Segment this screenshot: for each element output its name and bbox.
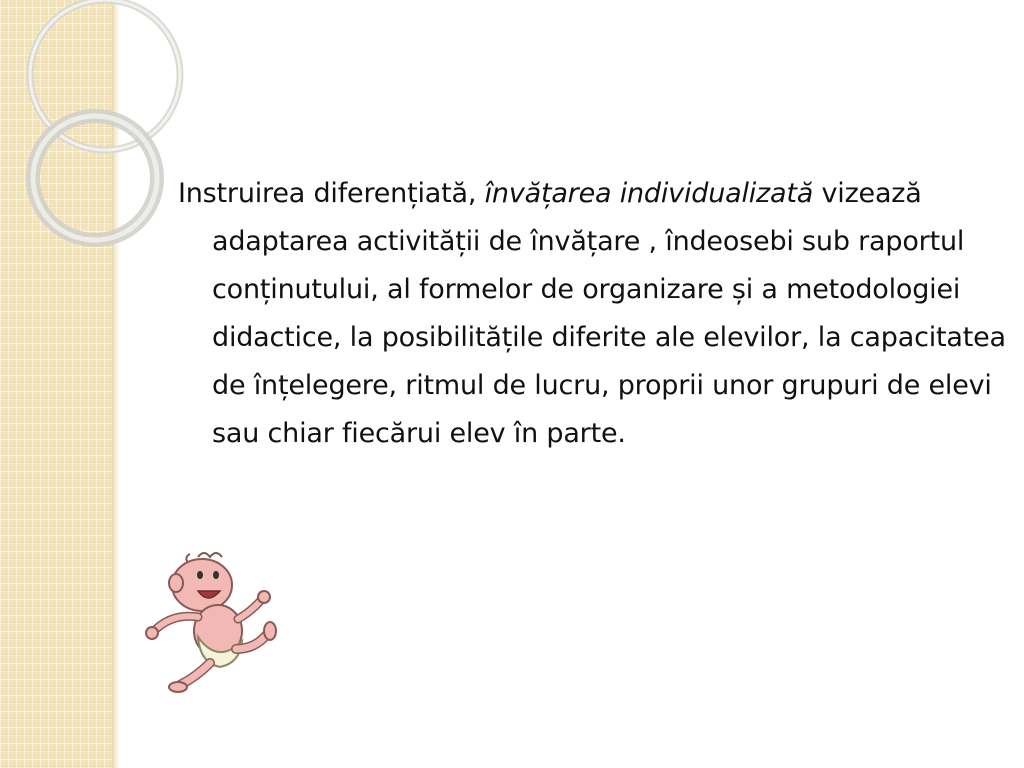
body-paragraph [178,170,1022,458]
paragraph-lead: Instruirea diferențiată, [178,178,485,209]
decorative-rings-icon [0,0,200,260]
paragraph-rest: vizează adaptarea activității de învățare , îndeosebi sub raportul conținutului, al formelor de organizare și a metodologiei didactice, la posibilitățile diferite ale elevilor, la capacitatea de înțelegere, ritmul de lucru, proprii unor grupuri de elevi sau chiar fiecărui elev în parte. [212,178,1006,449]
paragraph-lead-italic: învățarea individualizată [484,178,814,209]
dancing-baby-icon [140,545,280,705]
